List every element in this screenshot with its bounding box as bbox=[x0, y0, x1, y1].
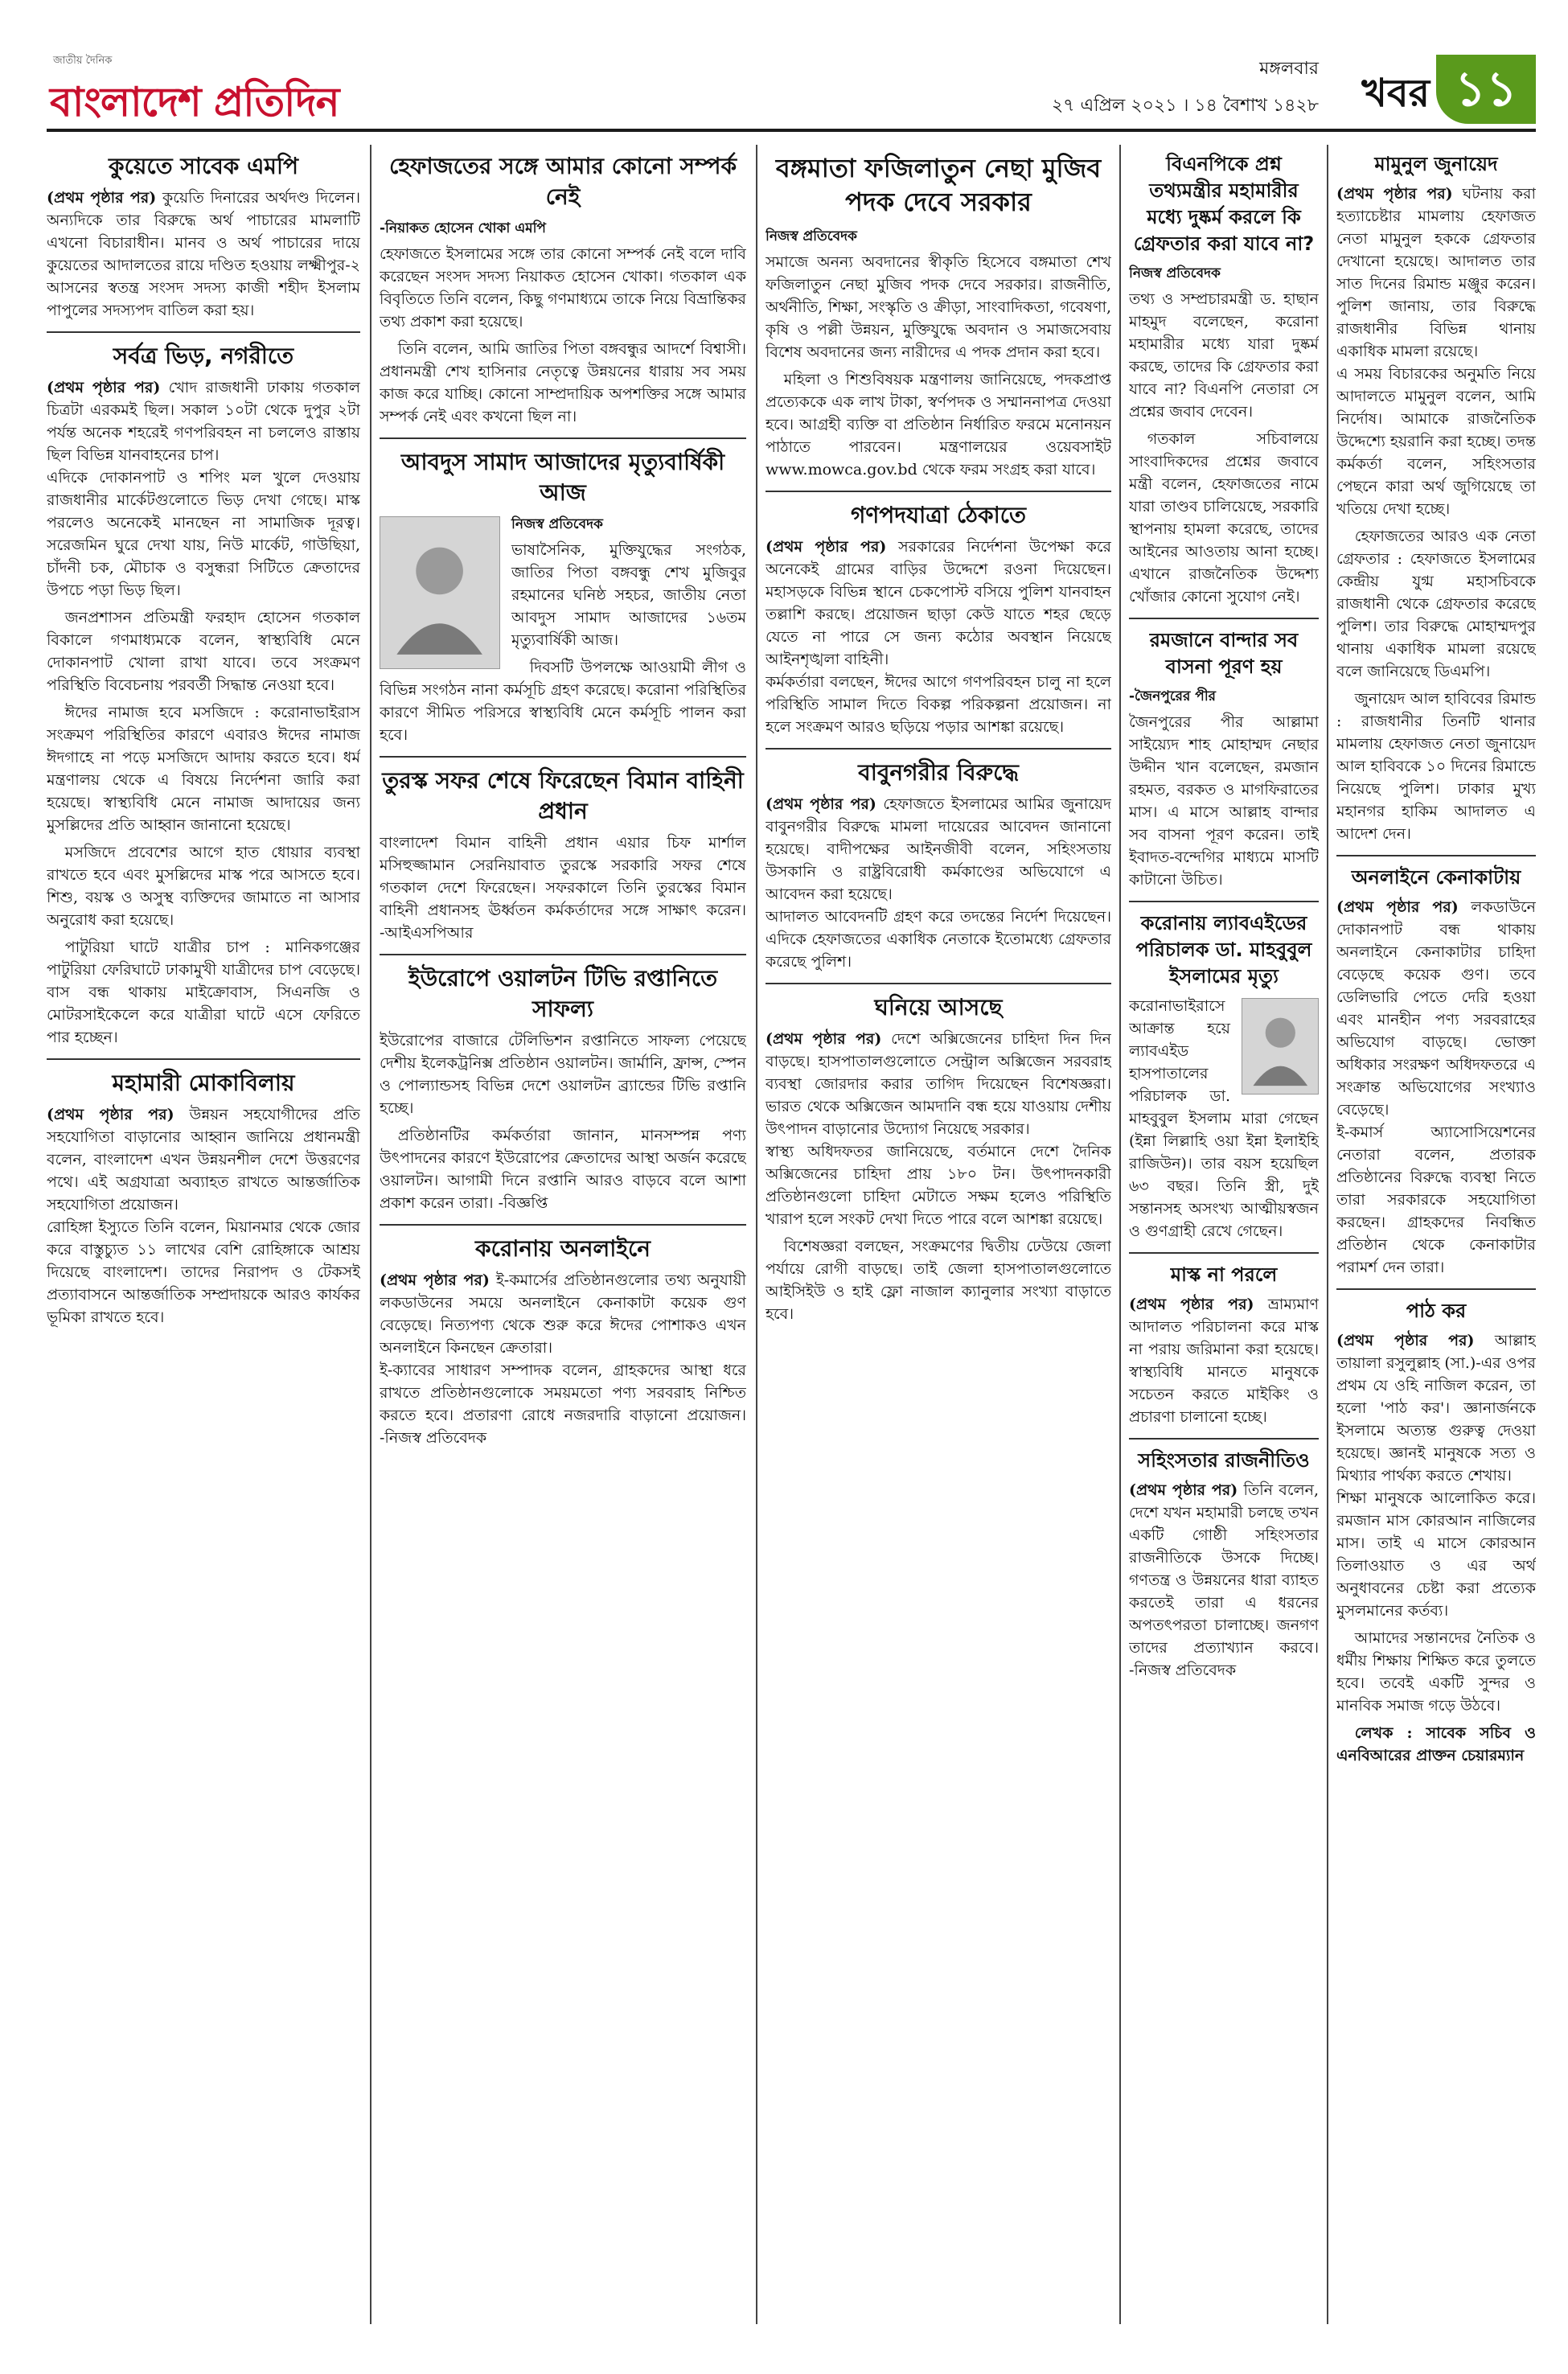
divider bbox=[1336, 855, 1536, 856]
story-body: সরকারের নির্দেশনা উপেক্ষা করে অনেকেই গ্রামের বাড়ির উদ্দেশে রওনা দিয়েছেন। মহাসড়কে বিভিন্ন স্থানে চেকপোস্ট বসিয়ে পুলিশ যানবাহন তল্লাশি করছে। প্রয়োজন ছাড়া কেউ যাতে শহর ছেড়ে যেতে না পারে সে জন্য কঠোর অবস্থান নিয়েছে আইনশৃঙ্খলা বাহিনী। bbox=[766, 538, 1111, 668]
story-body: মসজিদে প্রবেশের আগে হাত ধোয়ার ব্যবস্থা রাখতে হবে এবং মুসল্লিদের মাস্ক পরে আসতে হবে। শিশু, বয়স্ক ও অসুস্থ ব্যক্তিদের জামাতে না আসার অনুরোধ করা হয়েছে। bbox=[47, 844, 360, 929]
column-rule bbox=[370, 145, 371, 2324]
headline: সহিংসতার রাজনীতিও bbox=[1138, 1449, 1310, 1472]
section-tag: খবর bbox=[1361, 71, 1430, 116]
continued-marker: (প্রথম পৃষ্ঠার পর) bbox=[1129, 1481, 1238, 1499]
story-body: ই-ক্যাবের সাধারণ সম্পাদক বলেন, গ্রাহকদের আস্থা ধরে রাখতে প্রতিষ্ঠানগুলোকে সময়মতো পণ্য সরবরাহ নিশ্চিত করতে হবে। প্রতারণা রোধে নজরদারি বাড়ানো প্রয়োজন। -নিজস্ব প্রতিবেদক bbox=[380, 1362, 746, 1447]
quote-attribution: -নিয়াকত হোসেন খোকা এমপি bbox=[380, 220, 546, 236]
story-body: খোদ রাজধানী ঢাকায় গতকাল চিত্রটা এরকমই ছিল। সকাল ১০টা থেকে দুপুর ২টা পর্যন্ত অনেক শহরেই গণপরিবহন না চললেও রাস্তায় ছিল বিভিন্ন যানবাহনের চাপ। bbox=[47, 379, 360, 464]
divider bbox=[1129, 1252, 1319, 1254]
divider bbox=[1129, 1438, 1319, 1440]
headline: রমজানে বান্দার সব বাসনা পূরণ হয় bbox=[1149, 629, 1299, 678]
story-body: প্রতিষ্ঠানটির কর্মকর্তারা জানান, মানসম্পন্ন পণ্য উৎপাদনের কারণে ইউরোপের ক্রেতাদের আস্থা অর্জন করেছে ওয়ালটন। আগামী দিনে রপ্তানি আরও বাড়বে বলে আশা প্রকাশ করেন তারা। -বিজ্ঞপ্তি bbox=[380, 1127, 746, 1212]
logo-name: বাংলাদেশ প্রতিদিন bbox=[50, 79, 339, 125]
headline: তুরস্ক সফর শেষে ফিরেছেন বিমান বাহিনী প্রধান bbox=[382, 767, 744, 824]
story-samad-azad bbox=[380, 447, 746, 746]
story-body: আদালত আবেদনটি গ্রহণ করে তদন্তের নির্দেশ দিয়েছেন। এদিকে হেফাজতের একাধিক নেতাকে ইতোমধ্যে গ্রেফতার করেছে পুলিশ। bbox=[766, 908, 1111, 971]
story-body: গতকাল সচিবালয়ে সাংবাদিকদের প্রশ্নের জবাবে মন্ত্রী বলেন, হেফাজতের নামে যারা তাণ্ডব চালিয়েছে, সরকারি স্থাপনায় হামলা করেছে, তাদের আইনের আওতায় আনা হচ্ছে। এখানে রাজনৈতিক উদ্দেশ্য খোঁজার কোনো সুযোগ নেই। bbox=[1129, 430, 1319, 606]
story-mask bbox=[1129, 1262, 1319, 1428]
story-body: জৈনপুরের পীর আল্লামা সাইয়্যেদ শাহ মোহাম্মদ নেছার উদ্দীন খান বলেছেন, রমজান রহমত, বরকত ও মাগফিরাতের মাস। এ মাসে আল্লাহ বান্দার সব বাসনা পূরণ করেন। তাই ইবাদত-বন্দেগির মাধ্যমে মাসটি কাটানো উচিত। bbox=[1129, 713, 1319, 889]
divider bbox=[1129, 901, 1319, 902]
continued-marker: (প্রথম পৃষ্ঠার পর) bbox=[766, 538, 887, 556]
person-icon bbox=[386, 524, 493, 660]
headline: অনলাইনে কেনাকাটায় bbox=[1351, 866, 1521, 889]
headline: পাঠ কর bbox=[1406, 1300, 1467, 1322]
divider bbox=[766, 983, 1111, 984]
portrait-photo bbox=[1242, 998, 1319, 1095]
byline: নিজস্ব প্রতিবেদক bbox=[1129, 265, 1221, 281]
story-babunagari bbox=[766, 758, 1111, 973]
masthead bbox=[47, 48, 1536, 132]
divider bbox=[380, 756, 746, 758]
story-body: পাটুরিয়া ঘাটে যাত্রীর চাপ : মানিকগঞ্জের পাটুরিয়া ফেরিঘাটে ঢাকামুখী যাত্রীদের চাপ বেড়েছে। বাস বন্ধ থাকায় মাইক্রোবাস, সিএনজি ও মোটরসাইকেলে করে যাত্রীরা ঘাটে এসে ফেরিতে পার হচ্ছেন। bbox=[47, 939, 360, 1046]
author-note: লেখক : সাবেক সচিব ও এনবিআরের প্রাক্তন চেয়ারম্যান bbox=[1336, 1724, 1536, 1764]
story-violence-politics bbox=[1129, 1448, 1319, 1682]
byline: নিজস্ব প্রতিবেদক bbox=[511, 516, 603, 532]
story-body: আমাদের সন্তানদের নৈতিক ও ধর্মীয় শিক্ষায় শিক্ষিত করে তুলতে হবে। তবেই একটি সুন্দর ও মানবিক সমাজ গড়ে উঠবে। bbox=[1336, 1629, 1536, 1715]
continued-marker: (প্রথম পৃষ্ঠার পর) bbox=[47, 379, 161, 396]
headline: আবদুস সামাদ আজাদের মৃত্যুবার্ষিকী আজ bbox=[400, 449, 725, 506]
divider bbox=[1129, 618, 1319, 619]
story-body: জুনায়েদ আল হাবিবের রিমান্ড : রাজধানীর তিনটি থানার মামলায় হেফাজত নেতা জুনায়েদ আল হাবিবকে ১০ দিনের রিমান্ডে নিয়েছে পুলিশ। ঢাকার মুখ্য মহানগর হাকিম আদালত এ আদেশ দেন। bbox=[1336, 690, 1536, 843]
story-air-chief bbox=[380, 766, 746, 944]
story-body: কর্মকর্তারা বলছেন, ঈদের আগে গণপরিবহন চালু না হলে পরিস্থিতি সামাল দিতে বিকল্প পরিকল্পনা প্রয়োজন। না হলে সংক্রমণ আরও ছড়িয়ে পড়ার আশঙ্কা রয়েছে। bbox=[766, 673, 1111, 736]
column-3 bbox=[766, 148, 1111, 2327]
story-oxygen bbox=[766, 992, 1111, 1325]
headline: সর্বত্র ভিড়, নগরীতে bbox=[113, 343, 294, 369]
story-body: হেফাজতে ইসলামের সঙ্গে তার কোনো সম্পর্ক নেই বলে দাবি করেছেন সংসদ সদস্য নিয়াকত হোসেন খোকা। গতকাল এক বিবৃতিতে তিনি বলেন, কিছু গণমাধ্যমে তাকে নিয়ে বিভ্রান্তিকর তথ্য প্রকাশ করা হয়েছে। bbox=[380, 245, 746, 331]
story-bangamata-award bbox=[766, 151, 1111, 481]
portrait-photo bbox=[380, 516, 500, 669]
issue-day: মঙ্গলবার bbox=[1259, 59, 1319, 79]
continued-marker: (প্রথম পৃষ্ঠার পর) bbox=[380, 1271, 490, 1289]
story-body: করোনাভাইরাসে আক্রান্ত হয়ে ল্যাবএইড হাসপাতালের পরিচালক ডা. মাহবুবুল ইসলাম মারা গেছেন (ইন্না লিল্লাহি ওয়া ইন্না ইলাইহি রাজিউন)। তার বয়স হয়েছিল ৬৩ বছর। তিনি স্ত্রী, দুই সন্তানসহ অসংখ্য আত্মীয়স্বজন ও গুণগ্রাহী রেখে গেছেন। bbox=[1129, 997, 1319, 1240]
story-body: উন্নয়ন সহযোগীদের প্রতি সহযোগিতা বাড়ানোর আহ্বান জানিয়ে প্রধানমন্ত্রী বলেন, বাংলাদেশ এখন উন্নয়নশীল দেশে উত্তরণের পথে। এই অগ্রযাত্রা অব্যাহত রাখতে আন্তর্জাতিক সহযোগিতা প্রয়োজন। bbox=[47, 1106, 360, 1214]
story-body: ভ্রাম্যমাণ আদালত পরিচালনা করে মাস্ক না পরায় জরিমানা করা হয়েছে। স্বাস্থ্যবিধি মানতে মানুষকে সচেতন করতে মাইকিং ও প্রচারণা চালানো হচ্ছে। bbox=[1129, 1296, 1319, 1426]
story-body: ই-কমার্স অ্যাসোসিয়েশনের নেতারা বলেন, প্রতারক প্রতিষ্ঠানের বিরুদ্ধে ব্যবস্থা নিতে তারা সরকারকে সহযোগিতা করছেন। গ্রাহকদের নিবন্ধিত প্রতিষ্ঠান থেকে কেনাকাটার পরামর্শ দেন তারা। bbox=[1336, 1123, 1536, 1276]
story-body: বাংলাদেশ বিমান বাহিনী প্রধান এয়ার চিফ মার্শাল মসিহুজ্জামান সেরনিয়াবাত তুরস্কে সরকারি সফর শেষে গতকাল দেশে ফিরেছেন। সফরকালে তিনি তুরস্কের বিমান বাহিনী প্রধানসহ ঊর্ধ্বতন কর্মকর্তাদের সঙ্গে সাক্ষাৎ করেন। -আইএসপিআর bbox=[380, 834, 746, 942]
headline: কুয়েতে সাবেক এমপি bbox=[109, 153, 298, 179]
divider bbox=[766, 491, 1111, 492]
story-crowd-city bbox=[47, 341, 360, 1049]
headline: বাবুনগরীর বিরুদ্ধে bbox=[858, 759, 1019, 786]
story-body: ভাষাসৈনিক, মুক্তিযুদ্ধের সংগঠক, জাতির পিতা বঙ্গবন্ধু শেখ মুজিবুর রহমানের ঘনিষ্ঠ সহচর, জাতীয় নেতা আবদুস সামাদ আজাদের ১৬তম মৃত্যুবার্ষিকী আজ। bbox=[511, 541, 746, 649]
issue-date: ২৭ এপ্রিল ২০২১ । ১৪ বৈশাখ ১৪২৮ bbox=[1051, 96, 1319, 116]
story-body: রোহিঙ্গা ইস্যুতে তিনি বলেন, মিয়ানমার থেকে জোর করে বাস্তুচ্যুত ১১ লাখের বেশি রোহিঙ্গাকে আশ্রয় দিয়েছে বাংলাদেশ। তাদের নিরাপদ ও টেকসই প্রত্যাবাসনে আন্তর্জাতিক সম্প্রদায়কে আরও কার্যকর ভূমিকা রাখতে হবে। bbox=[47, 1218, 360, 1326]
story-online-shopping bbox=[1336, 865, 1536, 1279]
story-mass-exodus bbox=[766, 500, 1111, 738]
story-body: দেশে অক্সিজেনের চাহিদা দিন দিন বাড়ছে। হাসপাতালগুলোতে সেন্ট্রাল অক্সিজেন সরবরাহ ব্যবস্থা জোরদার করার তাগিদ দিয়েছেন বিশেষজ্ঞরা। ভারত থেকে অক্সিজেন আমদানি বন্ধ হয়ে যাওয়ায় দেশীয় উৎপাদন বাড়ানোর উদ্যোগ নিয়েছে সরকার। bbox=[766, 1030, 1111, 1138]
headline: ইউরোপে ওয়ালটন টিভি রপ্তানিতে সাফল্য bbox=[408, 965, 718, 1022]
story-body: সমাজে অনন্য অবদানের স্বীকৃতি হিসেবে বঙ্গমাতা শেখ ফজিলাতুন নেছা মুজিব পদক দেবে সরকার। রাজনীতি, অর্থনীতি, শিক্ষা, সংস্কৃতি ও ক্রীড়া, সাংবাদিকতা, গবেষণা, কৃষি ও পল্লী উন্নয়ন, মুক্তিযুদ্ধে অবদান ও সমাজসেবায় বিশেষ অবদানের জন্য নারীদের এ পদক প্রদান করা হবে। bbox=[766, 253, 1111, 361]
story-body: ই-কমার্সের প্রতিষ্ঠানগুলোর তথ্য অনুযায়ী লকডাউনের সময়ে অনলাইনে কেনাকাটা কয়েক গুণ বেড়েছে। নিত্যপণ্য থেকে শুরু করে ঈদের পোশাকও এখন অনলাইনে কিনছেন ক্রেতারা। bbox=[380, 1271, 746, 1357]
story-body: হেফাজতের আরও এক নেতা গ্রেফতার : হেফাজতে ইসলামের কেন্দ্রীয় যুগ্ম মহাসচিবকে রাজধানী থেকে গ্রেফতার করেছে পুলিশ। তার বিরুদ্ধে মোহাম্মদপুর থানায় একাধিক মামলা রয়েছে বলে জানিয়েছে ডিএমপি। bbox=[1336, 528, 1536, 680]
story-online-corona bbox=[380, 1234, 746, 1449]
divider bbox=[380, 437, 746, 439]
story-body: কুয়েতি দিনারের অর্থদণ্ড দিলেন। অন্যদিকে তার বিরুদ্ধে অর্থ পাচারের মামলাটি এখনো বিচারাধীন। মানব ও অর্থ পাচারের দায়ে কুয়েতের আদালতের রায়ে দণ্ডিত হওয়ায় লক্ষ্মীপুর-২ আসনের স্বতন্ত্র সংসদ সদস্য কাজী শহীদ ইসলাম পাপুলের সদস্যপদ বাতিল করা হয়। bbox=[47, 189, 360, 319]
story-body: ইউরোপের বাজারে টেলিভিশন রপ্তানিতে সাফল্য পেয়েছে দেশীয় ইলেকট্রনিক্স প্রতিষ্ঠান ওয়ালটন। জার্মানি, ফ্রান্স, স্পেন ও পোল্যান্ডসহ বিভিন্ন দেশে ওয়ালটন ব্র্যান্ডের টিভি রপ্তানি হচ্ছে। bbox=[380, 1032, 746, 1117]
story-kuwait-mp bbox=[47, 151, 360, 322]
headline: মাস্ক না পরলে bbox=[1170, 1263, 1278, 1286]
continued-marker: (প্রথম পৃষ্ঠার পর) bbox=[47, 189, 157, 207]
continued-marker: (প্রথম পৃষ্ঠার পর) bbox=[47, 1106, 174, 1123]
column-4 bbox=[1129, 148, 1319, 2327]
story-body: জনপ্রশাসন প্রতিমন্ত্রী ফরহাদ হোসেন গতকাল বিকালে গণমাধ্যমকে বলেন, স্বাস্থ্যবিধি মেনে দোকানপাট খোলা রাখা যাবে। তবে সংক্রমণ পরিস্থিতি বিবেচনায় পরবর্তী সিদ্ধান্ত নেওয়া হবে। bbox=[47, 609, 360, 694]
column-5 bbox=[1336, 148, 1536, 2327]
story-body: মহিলা ও শিশুবিষয়ক মন্ত্রণালয় জানিয়েছে, পদকপ্রাপ্ত প্রত্যেককে এক লাখ টাকা, স্বর্ণপদক ও সম্মাননাপত্র দেওয়া হবে। আগ্রহী ব্যক্তি বা প্রতিষ্ঠান নির্ধারিত ফরমে মনোনয়ন পাঠাতে পারবেন। মন্ত্রণালয়ের ওয়েবসাইট www.mowca.gov.bd থেকে ফরম সংগ্রহ করা যাবে। bbox=[766, 371, 1111, 478]
divider bbox=[380, 954, 746, 955]
continued-marker: (প্রথম পৃষ্ঠার পর) bbox=[1129, 1296, 1254, 1313]
headline: গণপদযাত্রা ঠেকাতে bbox=[851, 502, 1026, 528]
divider bbox=[766, 748, 1111, 750]
story-body: বিশেষজ্ঞরা বলছেন, সংক্রমণের দ্বিতীয় ঢেউয়ে জেলা পর্যায়ে রোগী বাড়ছে। তাই জেলা হাসপাতালগুলোতে আইসিইউ ও হাই ফ্লো নাজাল ক্যানুলার সংখ্যা বাড়াতে হবে। bbox=[766, 1238, 1111, 1323]
newspaper-logo bbox=[47, 48, 384, 132]
story-body: ঈদের নামাজ হবে মসজিদে : করোনাভাইরাস সংক্রমণ পরিস্থিতির কারণে এবারও ঈদের নামাজ ঈদগাহে না পড়ে মসজিদে আদায় করতে হবে। ধর্ম মন্ত্রণালয় থেকে এ বিষয়ে নির্দেশনা জারি করা হয়েছে। স্বাস্থ্যবিধি মেনে নামাজ আদায়ের জন্য মুসল্লিদের প্রতি আহ্বান জানানো হয়েছে। bbox=[47, 704, 360, 834]
story-body: স্বাস্থ্য অধিদফতর জানিয়েছে, বর্তমানে দেশে দৈনিক অক্সিজেনের চাহিদা প্রায় ১৮০ টন। উৎপাদনকারী প্রতিষ্ঠানগুলো চাহিদা মেটাতে সক্ষম হলেও পরিস্থিতি খারাপ হলে সংকট দেখা দিতে পারে বলে আশঙ্কা রয়েছে। bbox=[766, 1143, 1111, 1228]
story-info-minister bbox=[1129, 151, 1319, 608]
logo-tagline: জাতীয় দৈনিক bbox=[53, 55, 113, 67]
headline: ঘনিয়ে আসছে bbox=[874, 994, 1003, 1021]
story-body: এ সময় বিচারকের অনুমতি নিয়ে আদালতে মামুনুল বলেন, আমি নির্দোষ। আমাকে রাজনৈতিক উদ্দেশ্যে হয়রানি করা হচ্ছে। তদন্ত কর্মকর্তা বলেন, সহিংসতার পেছনে কারা অর্থ জুগিয়েছে তা খতিয়ে দেখা হচ্ছে। bbox=[1336, 365, 1536, 518]
headline: হেফাজতের সঙ্গে আমার কোনো সম্পর্ক নেই bbox=[388, 153, 737, 210]
story-ramadan bbox=[1129, 627, 1319, 891]
story-pandemic bbox=[47, 1068, 360, 1329]
continued-marker: (প্রথম পৃষ্ঠার পর) bbox=[1336, 898, 1459, 916]
story-walton bbox=[380, 963, 746, 1214]
lead-headline: বঙ্গমাতা ফজিলাতুন নেছা মুজিব পদক দেবে সরকার bbox=[775, 153, 1102, 217]
quote-attribution: -জৈনপুরের পীর bbox=[1129, 688, 1217, 704]
story-body: তথ্য ও সম্প্রচারমন্ত্রী ড. হাছান মাহমুদ বলেছেন, করোনা মহামারীর মধ্যে যারা দুষ্কর্ম করছে, তাদের কি গ্রেফতার করা যাবে না? বিএনপি নেতারা সে প্রশ্নের জবাব দেবেন। bbox=[1129, 290, 1319, 421]
story-body: হেফাজতে ইসলামের আমির জুনায়েদ বাবুনগরীর বিরুদ্ধে মামলা দায়েরের আবেদন জানানো হয়েছে। বাদীপক্ষের আইনজীবী বলেন, সহিংসতায় উসকানি ও রাষ্ট্রবিরোধী কর্মকাণ্ডের অভিযোগে এ আবেদন করা হয়েছে। bbox=[766, 795, 1111, 903]
headline: করোনায় অনলাইনে bbox=[475, 1235, 651, 1262]
byline: নিজস্ব প্রতিবেদক bbox=[766, 228, 857, 244]
story-hefazat-mp bbox=[380, 151, 746, 428]
column-rule bbox=[1327, 145, 1328, 2324]
divider bbox=[47, 331, 360, 333]
continued-marker: (প্রথম পৃষ্ঠার পর) bbox=[766, 1030, 882, 1048]
story-body: শিক্ষা মানুষকে আলোকিত করে। রমজান মাস কোরআন নাজিলের মাস। তাই এ মাসে কোরআন তিলাওয়াত ও এর অর্থ অনুধাবনের চেষ্টা করা প্রত্যেক মুসলমানের কর্তব্য। bbox=[1336, 1489, 1536, 1620]
story-mamunul bbox=[1336, 151, 1536, 845]
story-body: তিনি বলেন, দেশে যখন মহামারী চলছে তখন একটি গোষ্ঠী সহিংসতার রাজনীতিকে উসকে দিচ্ছে। গণতন্ত্র ও উন্নয়নের ধারা ব্যাহত করতেই তারা এ ধরনের অপতৎপরতা চালাচ্ছে। জনগণ তাদের প্রত্যাখ্যান করবে। -নিজস্ব প্রতিবেদক bbox=[1129, 1481, 1319, 1679]
story-read bbox=[1336, 1298, 1536, 1767]
story-body: ঘটনায় করা হত্যাচেষ্টার মামলায় হেফাজত নেতা মামুনুল হককে গ্রেফতার দেখানো হয়েছে। আদালত তার সাত দিনের রিমান্ড মঞ্জুর করেন। পুলিশ জানায়, তার বিরুদ্ধে রাজধানীর বিভিন্ন থানায় একাধিক মামলা রয়েছে। bbox=[1336, 185, 1536, 360]
page-number: ১১ bbox=[1436, 55, 1536, 124]
story-body: আল্লাহ তায়ালা রসুলুল্লাহ (সা.)-এর ওপর প্রথম যে ওহি নাজিল করেন, তা হলো 'পাঠ কর'। জ্ঞানার্জনকে ইসলামে অত্যন্ত গুরুত্ব দেওয়া হয়েছে। জ্ঞানই মানুষকে সত্য ও মিথ্যার পার্থক্য করতে শেখায়। bbox=[1336, 1332, 1536, 1485]
column-rule bbox=[756, 145, 757, 2324]
divider bbox=[1336, 1288, 1536, 1290]
continued-marker: (প্রথম পৃষ্ঠার পর) bbox=[1336, 1332, 1475, 1349]
story-body: দিবসটি উপলক্ষে আওয়ামী লীগ ও বিভিন্ন সংগঠন নানা কর্মসূচি গ্রহণ করেছে। করোনা পরিস্থিতির কারণে সীমিত পরিসরে স্বাস্থ্যবিধি মেনে কর্মসূচি পালন করা হবে। bbox=[380, 659, 746, 744]
headline: করোনায় ল্যাবএইডের পরিচালক ডা. মাহবুবুল ইসলামের মৃত্যু bbox=[1135, 912, 1312, 988]
column-1 bbox=[47, 148, 360, 2327]
headline: মামুনুল জুনায়েদ bbox=[1374, 153, 1498, 175]
continued-marker: (প্রথম পৃষ্ঠার পর) bbox=[766, 795, 876, 813]
divider bbox=[380, 1224, 746, 1226]
continued-marker: (প্রথম পৃষ্ঠার পর) bbox=[1336, 185, 1453, 203]
story-body: এদিকে দোকানপাট ও শপিং মল খুলে দেওয়ায় রাজধানীর মার্কেটগুলোতে ভিড় দেখা গেছে। মাস্ক পরলেও অনেকেই মানছেন না সামাজিক দূরত্ব। সরেজমিন ঘুরে দেখা যায়, নিউ মার্কেট, গাউছিয়া, চাঁদনী চক, মৌচাক ও বসুন্ধরা সিটিতে ক্রেতাদের উপচে পড়া ভিড় ছিল। bbox=[47, 469, 360, 599]
headline: মহামারী মোকাবিলায় bbox=[112, 1070, 295, 1096]
column-rule bbox=[1119, 145, 1121, 2324]
story-body: তিনি বলেন, আমি জাতির পিতা বঙ্গবন্ধুর আদর্শে বিশ্বাসী। প্রধানমন্ত্রী শেখ হাসিনার নেতৃত্বে উন্নয়নের ধারায় সব সময় কাজ করে যাচ্ছি। কোনো সাম্প্রদায়িক অপশক্তির সঙ্গে আমার সম্পর্ক নেই এবং কখনো ছিল না। bbox=[380, 340, 746, 425]
person-icon bbox=[1246, 1004, 1315, 1089]
divider bbox=[47, 1058, 360, 1060]
column-2 bbox=[380, 148, 746, 2327]
story-body: লকডাউনে দোকানপাট বন্ধ থাকায় অনলাইনে কেনাকাটার চাহিদা বেড়েছে কয়েক গুণ। তবে ডেলিভারি পেতে দেরি হওয়া এবং মানহীন পণ্য সরবরাহের অভিযোগ বাড়ছে। ভোক্তা অধিকার সংরক্ষণ অধিদফতরে এ সংক্রান্ত অভিযোগের সংখ্যাও বেড়েছে। bbox=[1336, 898, 1536, 1119]
headline: বিএনপিকে প্রশ্ন তথ্যমন্ত্রীর মহামারীর মধ্যে দুষ্কর্ম করলে কি গ্রেফতার করা যাবে না? bbox=[1133, 153, 1315, 255]
story-labaid-death bbox=[1129, 910, 1319, 1242]
